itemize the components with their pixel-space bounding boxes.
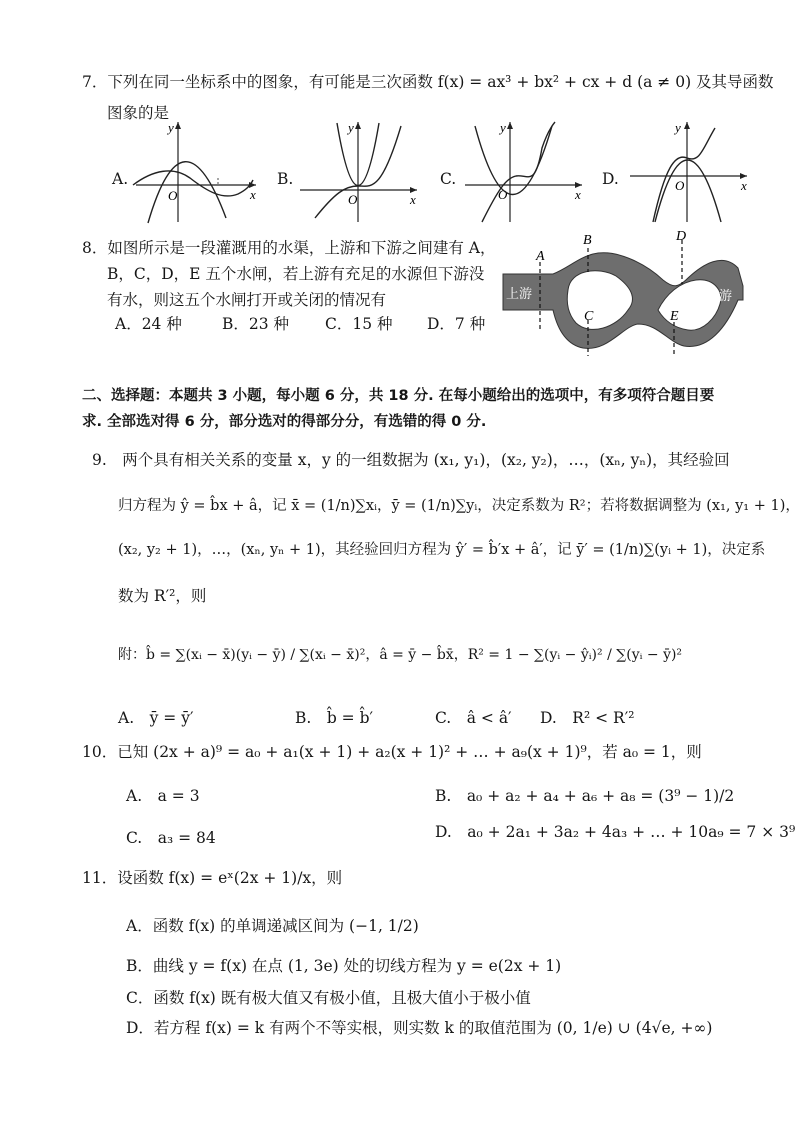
q11-stem: 11．设函数 f(x) = eˣ(2x + 1)/x，则 (82, 869, 343, 887)
q7-d-x-label: x (741, 178, 747, 193)
q8-gate-b-label: B (583, 233, 592, 248)
q7-c-x-label: x (575, 187, 581, 202)
q8-gate-e-label: E (670, 309, 679, 324)
q8-option-c: C．15 种 (325, 315, 393, 333)
q8-line3: 有水，则这五个水闸打开或关闭的情况有 (107, 291, 387, 309)
q7-d-y-label: y (675, 120, 681, 135)
q8-line2: B，C，D，E 五个水闸，若上游有充足的水源但下游没 (107, 265, 485, 283)
section2-line2: 求. 全部选对得 6 分，部分选对的得部分分，有选错的得 0 分. (82, 414, 487, 430)
q8-option-a: A．24 种 (115, 315, 182, 333)
q8-downstream-label: 下游 (706, 288, 733, 303)
q7-graph-c (460, 118, 590, 226)
q7-a-y-label: y (168, 120, 174, 135)
q8-option-b: B．23 种 (222, 315, 290, 333)
q7-a-x-label: x (250, 187, 256, 202)
q9-option-d: D. R² < R′² (540, 709, 635, 727)
q9-line4: 数为 R′²，则 (118, 587, 207, 605)
q7-b-y-label: y (348, 120, 354, 135)
q10-option-c: C. a₃ = 84 (126, 829, 216, 847)
q7-d-origin: O (675, 178, 685, 193)
q10-stem: 10．已知 (2x + a)⁹ = a₀ + a₁(x + 1) + a₂(x + 1)² + … + a₉(x + 1)⁹，若 a₀ = 1，则 (82, 743, 702, 761)
q8-upstream-label: 上游 (506, 286, 533, 301)
q9-option-c: C. â < â′ (435, 709, 512, 727)
q7-option-c-label: C. (440, 170, 457, 188)
q8-gate-a-label: A (536, 249, 545, 264)
q9-line1: 9. 两个具有相关关系的变量 x，y 的一组数据为 (x₁, y₁)，(x₂, y₂)，…，(xₙ, yₙ)，其经验回 (92, 451, 730, 469)
q9-note-formulas: 附：b̂ = ∑(xᵢ − x̄)(yᵢ − ȳ) / ∑(xᵢ − x̄)²，â = ȳ − b̂x̄，R² = 1 − ∑(yᵢ − ŷᵢ)² / ∑(yᵢ − ȳ)² (118, 647, 683, 663)
q9-line2: 归方程为 ŷ = b̂x + â，记 x̄ = (1/n)∑xᵢ，ȳ = (1/n)∑yᵢ，决定系数为 R²；若将数据调整为 (x₁, y₁ + 1)， (118, 498, 800, 514)
q11-option-d: D．若方程 f(x) = k 有两个不等实根，则实数 k 的取值范围为 (0, 1/e) ∪ (4√e, +∞) (126, 1019, 713, 1037)
q9-line3: (x₂, y₂ + 1)，…，(xₙ, yₙ + 1)，其经验回归方程为 ŷ′ = b̂′x + â′，记 ȳ′ = (1/n)∑(yᵢ + 1)，决定系 (118, 542, 766, 558)
q7-option-b-label: B. (277, 170, 294, 188)
q11-option-b: B．曲线 y = f(x) 在点 (1, 3e) 处的切线方程为 y = e(2x + 1) (126, 957, 562, 975)
q7-graph-b (295, 118, 425, 226)
q11-option-c: C．函数 f(x) 既有极大值又有极小值，且极大值小于极小值 (126, 989, 531, 1007)
q11-option-a: A．函数 f(x) 的单调递减区间为 (−1, 1/2) (126, 917, 419, 935)
q9-option-a: A. ȳ = ȳ′ (118, 709, 194, 727)
q8-option-d: D．7 种 (427, 315, 486, 333)
q7-b-origin: O (348, 192, 358, 207)
q10-option-a: A. a = 3 (126, 787, 200, 805)
q7-graph-d (625, 118, 755, 226)
q7-stem-line1: 7．下列在同一坐标系中的图象，有可能是三次函数 f(x) = ax³ + bx² + cx + d (a ≠ 0) 及其导函数 (82, 73, 774, 91)
q8-gate-d-label: D (676, 229, 687, 244)
q10-option-d: D. a₀ + 2a₁ + 3a₂ + 4a₃ + … + 10a₉ = 7 × 3⁹ (435, 823, 796, 841)
q7-option-d-label: D. (602, 170, 619, 188)
q8-gate-c-label: C (584, 309, 594, 324)
q7-graph-a (128, 118, 260, 226)
q10-option-b: B. a₀ + a₂ + a₄ + a₆ + a₈ = (3⁹ − 1)/2 (435, 787, 735, 805)
q7-option-a-label: A. (112, 170, 129, 188)
q7-c-y-label: y (500, 120, 506, 135)
q7-b-x-label: x (410, 192, 416, 207)
section2-line1: 二、选择题：本题共 3 小题，每小题 6 分，共 18 分. 在每小题给出的选项中，有多项符合题目要 (82, 388, 715, 404)
q7-c-origin: O (498, 187, 508, 202)
q7-a-origin: O (168, 188, 178, 203)
q7-stem-line2: 图象的是 (107, 104, 170, 122)
q9-option-b: B. b̂ = b̂′ (295, 709, 374, 727)
q8-canal-figure (498, 228, 748, 360)
q8-line1: 8．如图所示是一段灌溉用的水渠，上游和下游之间建有 A， (82, 239, 496, 257)
